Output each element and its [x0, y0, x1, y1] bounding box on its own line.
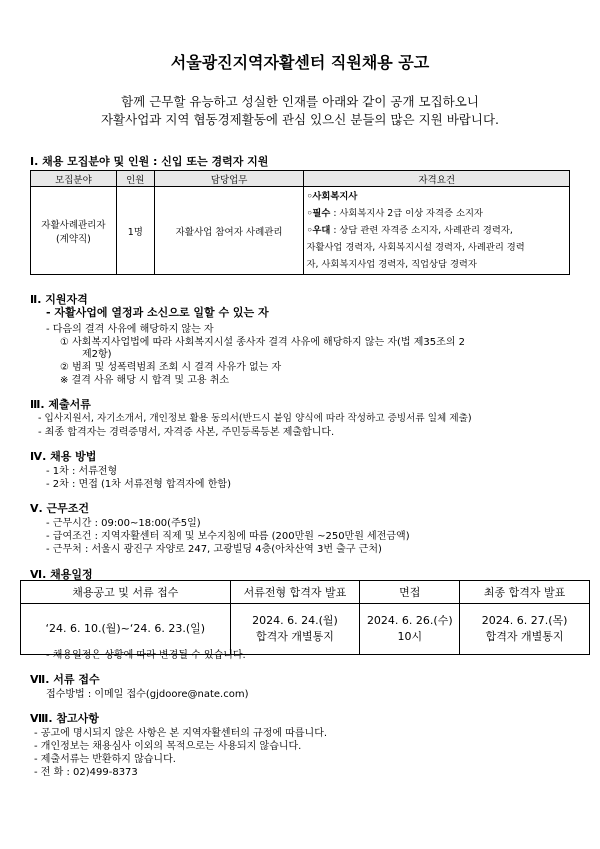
schedule-note-line: - 채용일정은 상황에 따라 변경될 수 있습니다. — [46, 650, 246, 661]
schedule-interview — [360, 604, 460, 655]
header-duty: 담당업무 — [154, 171, 304, 187]
table-row — [31, 187, 570, 275]
section-7-heading: Ⅶ. 서류 접수 — [30, 673, 100, 686]
req-must-label: ◦필수 — [306, 208, 331, 219]
recruitment-table — [30, 170, 570, 275]
method-line: - 1차 : 서류전형 — [46, 466, 118, 477]
header-requirements: 자격요건 — [304, 171, 570, 187]
recruitment-table-header — [31, 171, 570, 187]
schedule-note: 합격자 개별통지 — [256, 630, 334, 643]
schedule-header-cell: 서류전형 합격자 발표 — [230, 581, 360, 604]
schedule-header-cell: 면접 — [360, 581, 460, 604]
intro-line-1: 함께 근무할 유능하고 성실한 인재를 아래와 같이 공개 모집하오니 — [121, 94, 479, 109]
notes-line: - 전 화 : 02)499-8373 — [34, 767, 138, 778]
schedule-date: 2024. 6. 27.(목) — [481, 614, 568, 627]
field-note: (계약직) — [55, 233, 91, 245]
schedule-table — [20, 580, 590, 655]
section-8-heading: Ⅷ. 참고사항 — [30, 712, 99, 725]
req-pref-text-1: : 상담 관련 자격증 소지자, 사례관리 경력자, — [330, 225, 513, 236]
section-3-heading: Ⅲ. 제출서류 — [30, 398, 91, 411]
method-line: - 2차 : 면접 (1차 서류전형 합격자에 한함) — [46, 479, 231, 490]
section-2-heading: Ⅱ. 지원자격 — [30, 293, 88, 306]
field-name: 자활사례관리자 — [41, 219, 106, 231]
req-pref-text-2: 자활사업 경력자, 사회복지시설 경력자, 사례관리 경력 — [306, 242, 525, 253]
qualification-line: - 다음의 결격 사유에 해당하지 않는 자 — [46, 324, 214, 335]
schedule-time: 10시 — [397, 630, 423, 643]
schedule-final-result — [460, 604, 590, 655]
req-title: ◦사회복지사 — [306, 191, 358, 202]
page-title: 서울광진지역자활센터 직원채용 공고 — [170, 53, 430, 72]
req-pref-text-3: 자, 사회복지사업 경력자, 직업상담 경력자 — [306, 259, 477, 270]
section-2-sub: - 자활사업에 열정과 소신으로 일할 수 있는 자 — [46, 306, 269, 319]
documents-line: - 입사지원서, 자기소개서, 개인정보 활용 동의서(반드시 붙임 양식에 따라 작성하고 증빙서류 일체 제출) — [38, 413, 472, 424]
intro-line-2: 자활사업과 지역 협동경제활동에 관심 있으신 분들의 많은 지원 바랍니다. — [100, 112, 499, 127]
field-cell — [31, 187, 117, 275]
conditions-line: - 급여조건 : 지역자활센터 직제 및 보수지침에 따름 (200만원 ~250만원 세전금액) — [46, 531, 410, 542]
conditions-line: - 근무시간 : 09:00~18:00(주5일) — [46, 518, 201, 529]
requirements-cell — [304, 187, 570, 275]
header-field: 모집분야 — [31, 171, 117, 187]
req-must — [306, 205, 567, 222]
qualification-line: 제2항) — [82, 349, 112, 360]
schedule-header-cell: 최종 합격자 발표 — [460, 581, 590, 604]
schedule-document-result — [230, 604, 360, 655]
schedule-date: 2024. 6. 26.(수) — [366, 614, 453, 627]
submission-method: 접수방법 : 이메일 접수(gjdoore@nate.com) — [46, 689, 249, 700]
schedule-date: 2024. 6. 24.(월) — [252, 614, 338, 627]
notes-line: - 제출서류는 반환하지 않습니다. — [34, 754, 176, 765]
req-must-text: : 사회복지사 2급 이상 자격증 소지자 — [330, 208, 483, 219]
schedule-note: 합격자 개별통지 — [485, 630, 564, 643]
conditions-line: - 근무처 : 서울시 광진구 자양로 247, 고광빌딩 4층(아차산역 3번 출구 근처) — [46, 544, 382, 555]
header-count: 인원 — [116, 171, 154, 187]
section-4-heading: Ⅳ. 채용 방법 — [30, 450, 97, 463]
schedule-header — [21, 581, 590, 604]
count-cell: 1명 — [116, 187, 154, 275]
documents-line: - 최종 합격자는 경력증명서, 자격증 사본, 주민등록등본 제출합니다. — [38, 427, 335, 438]
qualification-line: ② 범죄 및 성폭력범죄 조회 시 결격 사유가 없는 자 — [60, 362, 282, 373]
notes-line: - 공고에 명시되지 않은 사항은 본 지역자활센터의 규정에 따릅니다. — [34, 728, 328, 739]
req-pref-label: ◦우대 — [306, 225, 331, 236]
schedule-header-cell: 채용공고 및 서류 접수 — [21, 581, 231, 604]
section-5-heading: Ⅴ. 근무조건 — [30, 502, 90, 515]
duty-cell: 자활사업 참여자 사례관리 — [154, 187, 304, 275]
section-6-heading: Ⅵ. 채용일정 — [30, 568, 93, 581]
qualification-line: ① 사회복지사업법에 따라 사회복지시설 종사자 결격 사유에 해당하지 않는 자(법 제35조의 2 — [60, 337, 466, 348]
req-pref — [306, 222, 567, 239]
notes-line: - 개인정보는 채용심사 이외의 목적으로는 사용되지 않습니다. — [34, 741, 302, 752]
schedule-application-period: ‘24. 6. 10.(월)~‘24. 6. 23.(일) — [21, 604, 231, 655]
section-1-heading: Ⅰ. 채용 모집분야 및 인원 : 신입 또는 경력자 지원 — [30, 155, 269, 168]
qualification-line: ※ 결격 사유 해당 시 합격 및 고용 취소 — [60, 375, 230, 386]
